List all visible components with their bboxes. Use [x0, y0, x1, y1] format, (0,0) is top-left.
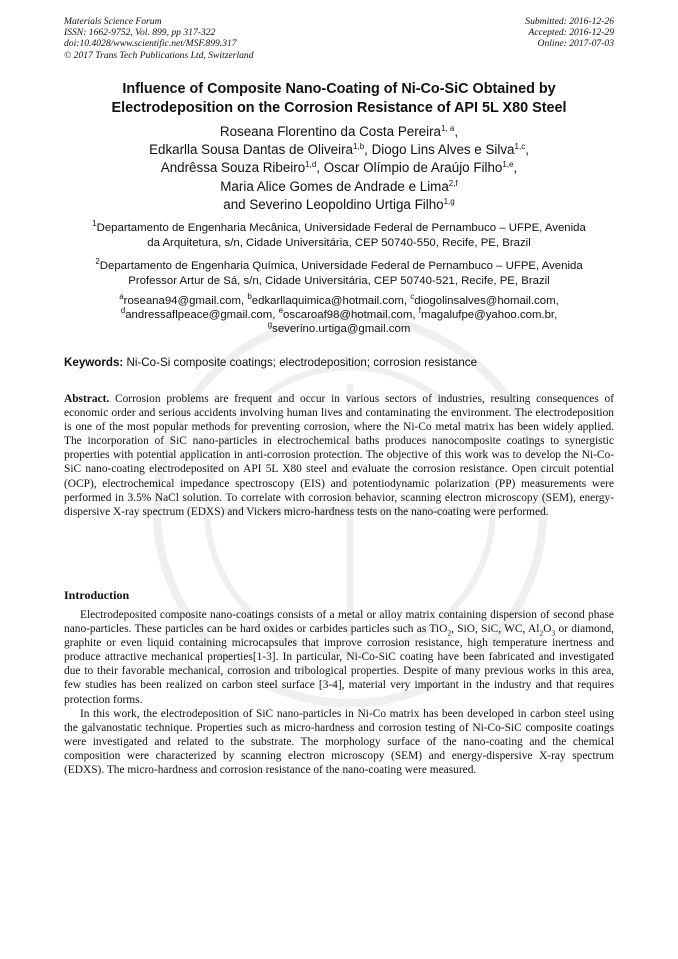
author-name: Severino Leopoldino Urtiga Filho — [249, 196, 444, 212]
issn-line: ISSN: 1662-9752, Vol. 899, pp 317-322 — [64, 27, 216, 39]
introduction-body — [64, 608, 614, 777]
author-line-4 — [64, 178, 614, 196]
accepted-date: Accepted: 2016-12-29 — [528, 27, 614, 39]
author-line-5 — [64, 196, 614, 214]
journal-info — [64, 16, 254, 61]
author-marker: 1,d — [305, 160, 317, 170]
author-name: Diogo Lins Alves e Silva — [371, 142, 515, 158]
title-line-2: Electrodeposition on the Corrosion Resistance of API 5L X80 Steel — [111, 100, 567, 116]
email-link[interactable]: roseana94@gmail.com — [123, 295, 241, 307]
author-marker: 1,b — [353, 142, 365, 152]
doi-line: doi:10.4028/www.scientific.net/MSF.899.317 — [64, 38, 237, 50]
submission-dates — [525, 16, 614, 50]
abstract — [64, 392, 614, 519]
author-marker: 1,e — [502, 160, 514, 170]
author-list — [64, 123, 614, 214]
introduction-paragraph-2: In this work, the electrodeposition of SiC nano-particles in Ni-Co matrix has been developed in carbon steel using the galvanostatic technique. Properties such as micro-hardness and corrosion testing of Ni-Co-SiC composite coatings were investigated and related to the substrate. The morphology surface of the nano-coating and the chemical composition were characterized by scanning electron microscopy (SEM) and energy-dispersive X-ray spectrum (EDXS). The micro-hardness and corrosion resistance of the nano-coating were measured. — [64, 707, 614, 777]
affiliation-text: da Arquitetura, s/n, Cidade Universitária, CEP 50740-550, Recife, PE, Brazil — [147, 237, 531, 249]
copyright-line: © 2017 Trans Tech Publications Ltd, Switzerland — [64, 49, 254, 61]
author-name: Roseana Florentino da Costa Pereira — [219, 124, 441, 139]
author-marker: 1, a — [441, 124, 455, 133]
keywords-text: Ni-Co-Si composite coatings; electrodeposition; corrosion resistance — [123, 356, 478, 369]
submitted-date: Submitted: 2016-12-26 — [525, 16, 614, 27]
section-heading-introduction: Introduction — [64, 588, 130, 602]
author-line-2: Edkarlla Sousa Dantas de Oliveira$^{1,b}$, Diogo Lins Alves e Silva$^{1,c}$, — [149, 142, 529, 158]
author-marker: 1,c — [514, 142, 526, 152]
author-conjunction: and — [223, 196, 250, 212]
author-line-3: Andrêssa Souza Ribeiro$^{1,d}$, Oscar Olímpio de Araújo Filho$^{1,e}$, — [160, 160, 518, 176]
affiliation-text: Professor Artur de Sá, s/n, Cidade Universitária, CEP 50740-521, Recife, PE, Brazil — [128, 275, 550, 287]
affiliation-text: Departamento de Engenharia Química, Universidade Federal de Pernambuco – UFPE, Avenida — [99, 260, 583, 272]
abstract-label: Abstract. — [64, 393, 110, 405]
author-name: Edkarlla Sousa Dantas de Oliveira — [149, 142, 354, 158]
affiliation-marker: 2 — [95, 257, 100, 266]
email-link[interactable]: edkarllaquimica@hotmail.com — [251, 295, 404, 307]
author-name: Andrêssa Souza Ribeiro — [160, 160, 306, 176]
keywords — [64, 356, 614, 370]
email-link[interactable]: andressaflpeace@gmail.com — [125, 309, 273, 322]
email-link[interactable]: diogolinsalves@homail.com — [414, 295, 556, 307]
author-emails: $^a$roseana94@gmail.com, $^b$edkarllaquimica@hotmail.com, $^c$diogolinsalves@homail.com, $^d$andressaflpeace@gmail.com, $^e$oscaroaf98@hotmail.com, $^f$magalufpe@yahoo.com.br, $^g$severino.urtiga@gmail.com — [119, 292, 559, 336]
journal-name: Materials Science Forum — [64, 16, 162, 27]
email-link[interactable]: magalufpe@yahoo.com.br — [420, 309, 555, 322]
abstract-text: Corrosion problems are frequent and occur in various sectors of industries, resulting consequences of economic order and serious accidents involving human lives and contaminating the environment. The electrodeposition is one of the most popular methods for preventing corrosion, where the Ni-Co metal matrix has been widely applied. The incorporation of SiC nano-particles in electrochemical baths produces nanocomposite coatings to synergistic properties with potential application in anti-corrosion protection. The objective of this work was to develop the Ni-Co-SiC nano-coating electrodeposited on API 5L X80 steel and evaluate the corrosion resistance. Open circuit potential (OCP), electrochemical impedance spectroscopy (EIS) and potentiodynamic polarization (PP) measurements were performed in 3.5% NaCl solution. To correlate with corrosion behavior, scanning electron microscopy (SEM), energy-dispersive X-ray spectrum (EDXS) and Vickers micro-hardness tests on the nano-coating were performed. — [64, 393, 614, 518]
author-line-1: Roseana Florentino da Costa Pereira$^{1, a}$, — [219, 124, 459, 139]
email-link[interactable]: oscaroaf98@hotmail.com — [283, 309, 413, 322]
author-marker: 2,f — [448, 178, 458, 188]
introduction-paragraph-1: Electrodeposited composite nano-coatings consists of a metal or alloy matrix containing dispersion of second phase nano-particles. These particles can be hard oxides or carbides particles such as TiO$_2$, SiO, SiC, WC, $Al_2O_3$ or diamond, graphite or even liquid containing microcapsules that improve corrosion resistance, high temperature inertness and produce attractive mechanical properties[1-3]. In particular, Ni-Co-SiC coating have been fabricated and investigated due to their favorable mechanical, corrosion and tribological properties. Despite of many previous works in this area, few studies has been realized on carbon steel surface [3-4], material very important in the industry and that requires protection forms. — [64, 609, 614, 706]
author-marker: 1,g — [443, 196, 455, 206]
author-name: Maria Alice Gomes de Andrade e Lima — [220, 178, 449, 194]
affiliation-1 — [64, 221, 614, 251]
affiliation-marker: 1 — [92, 219, 97, 228]
title-line-1: Influence of Composite Nano-Coating of Ni-Co-SiC Obtained by — [122, 81, 556, 97]
online-date: Online: 2017-07-03 — [537, 38, 614, 50]
affiliation-text: Departamento de Engenharia Mecânica, Universidade Federal de Pernambuco – UFPE, Avenida — [96, 222, 586, 234]
email-link[interactable]: severino.urtiga@gmail.com — [272, 323, 411, 336]
paper-title — [64, 80, 614, 118]
affiliation-2 — [64, 259, 614, 289]
keywords-label: Keywords: — [64, 356, 124, 369]
author-name: Oscar Olímpio de Araújo Filho — [323, 160, 503, 176]
